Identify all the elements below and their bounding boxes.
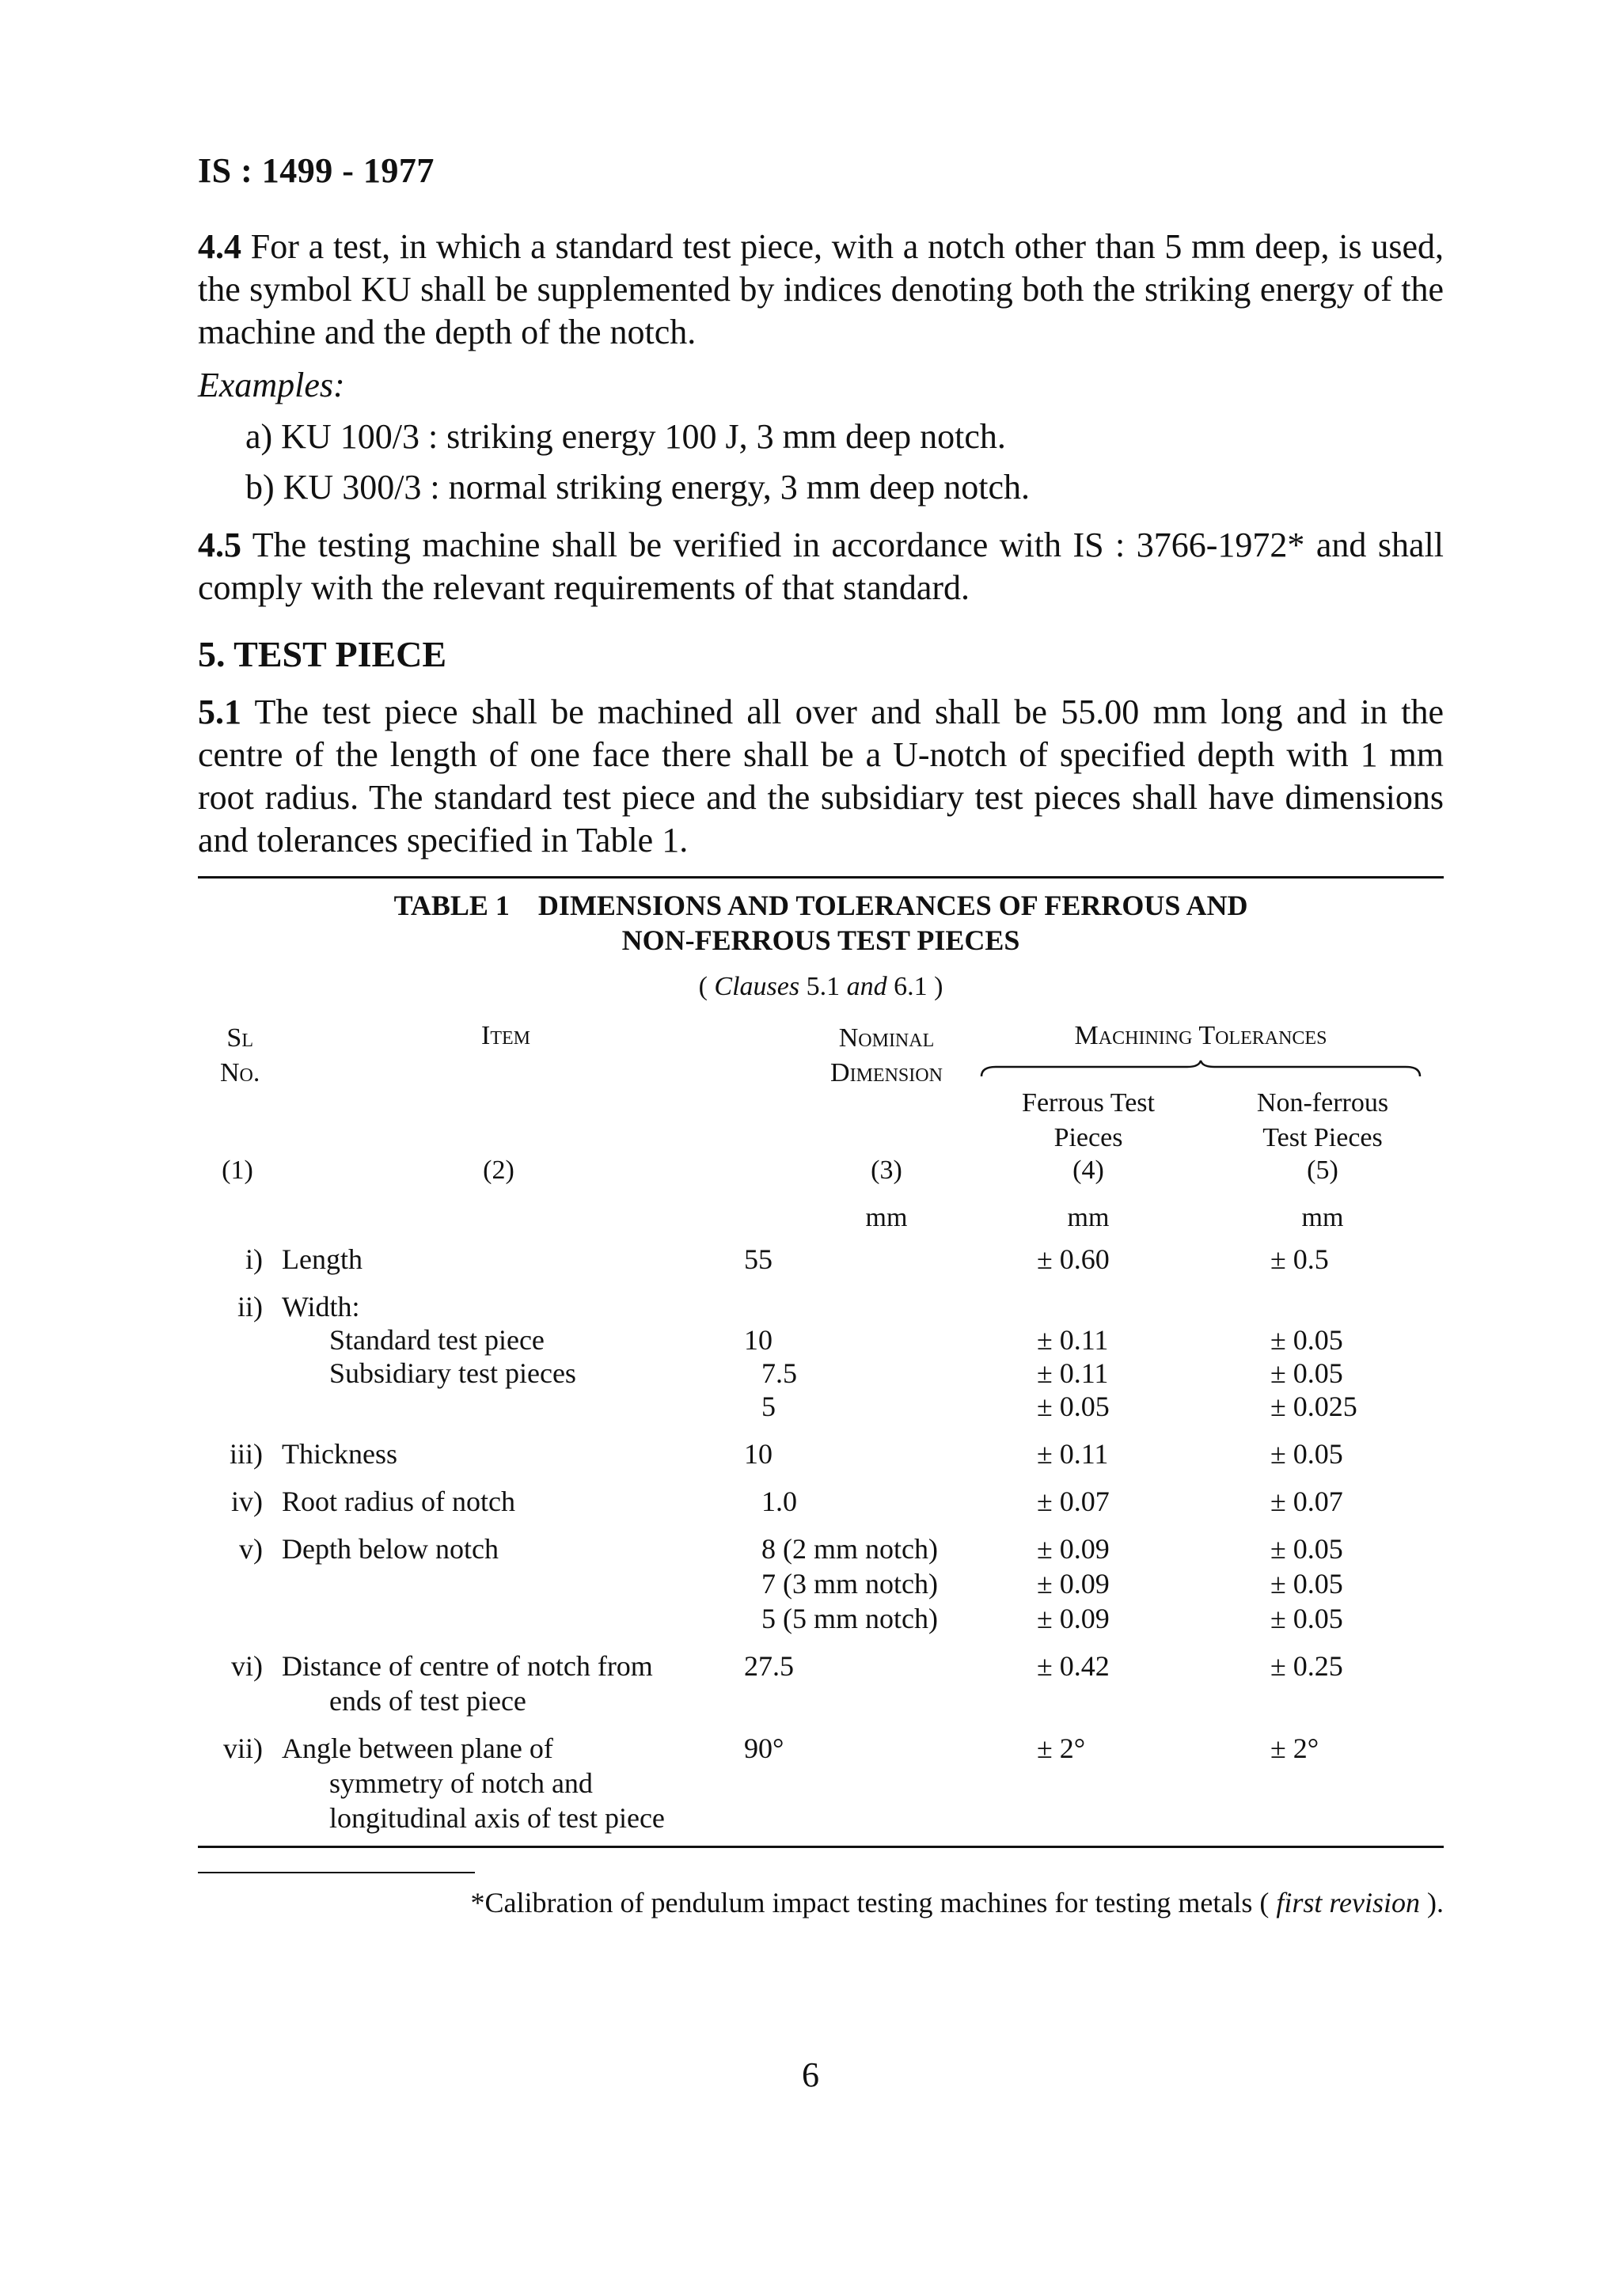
cell-ferrous: ± 0.09 <box>1037 1533 1110 1565</box>
clause-number: 4.4 <box>198 227 241 266</box>
cell-sl-no: i) <box>245 1243 263 1275</box>
header-ferrous-line2: Pieces <box>1053 1123 1123 1152</box>
cell-nominal: 10 <box>744 1438 773 1470</box>
clauses-word: Clauses <box>714 972 800 1001</box>
col-number: (5) <box>1307 1156 1338 1185</box>
cell-item: Root radius of notch <box>282 1486 515 1517</box>
header-nominal-line2: Dimension <box>830 1058 943 1087</box>
header-ferrous <box>997 1086 1179 1156</box>
page-content <box>198 150 1444 1919</box>
paragraph-text: For a test, in which a standard test piece, with a notch other than 5 mm deep, is used, the symbol KU shall be supplemented by indices denoting both the striking energy of the machine and the depth of the notch. <box>198 227 1444 351</box>
cell-sl-no: vi) <box>231 1650 263 1682</box>
cell-nonferrous: ± 0.05 <box>1270 1568 1343 1600</box>
example-a: a) KU 100/3 : striking energy 100 J, 3 mm deep notch. <box>245 417 1006 456</box>
header-sl-line1: Sl <box>226 1023 253 1053</box>
table-body <box>198 1243 1444 1846</box>
cell-nonferrous: ± 0.25 <box>1270 1650 1343 1682</box>
unit-ferrous: mm <box>1067 1203 1110 1232</box>
cell-nominal: 7.5 <box>761 1357 797 1389</box>
section-heading: 5. TEST PIECE <box>198 634 447 674</box>
header-item: Item <box>481 1021 530 1050</box>
header-sl-no <box>220 1021 260 1091</box>
cell-nonferrous: ± 0.05 <box>1270 1357 1343 1389</box>
table-row <box>198 1437 1444 1471</box>
header-machining-tolerances: Machining Tolerances <box>1074 1021 1327 1050</box>
footnote-text: *Calibration of pendulum impact testing machines for testing metals ( <box>470 1887 1277 1918</box>
table-row <box>198 1323 1444 1357</box>
cell-nonferrous: ± 0.5 <box>1270 1243 1329 1275</box>
unit-nonferrous: mm <box>1301 1203 1344 1232</box>
table-clauses <box>198 972 1444 1002</box>
table-row <box>198 1357 1444 1390</box>
cell-sl-no: v) <box>239 1533 263 1565</box>
cell-item: Distance of centre of notch from <box>282 1650 653 1682</box>
footnote-italic: first revision <box>1276 1887 1420 1918</box>
header-non-ferrous <box>1232 1086 1414 1156</box>
table-title-line-2: NON-FERROUS TEST PIECES <box>621 924 1020 956</box>
table-row <box>198 1602 1444 1635</box>
cell-nominal: 27.5 <box>744 1650 794 1682</box>
cell-item: ends of test piece <box>329 1685 526 1717</box>
col-number: (2) <box>483 1156 514 1185</box>
cell-nonferrous: ± 2° <box>1270 1732 1319 1764</box>
table-title <box>198 888 1444 958</box>
cell-nominal: 10 <box>744 1324 773 1356</box>
header-nominal-dimension <box>780 1021 993 1091</box>
cell-item: Depth below notch <box>282 1533 499 1565</box>
table-row <box>198 1801 1444 1835</box>
clause-number: 5.1 <box>198 693 241 731</box>
col-number: (3) <box>871 1156 902 1185</box>
cell-ferrous: ± 0.11 <box>1037 1438 1109 1470</box>
cell-ferrous: ± 0.60 <box>1037 1243 1110 1275</box>
cell-sl-no: iii) <box>230 1438 263 1470</box>
document-id: IS : 1499 - 1977 <box>198 151 435 190</box>
cell-nominal: 5 <box>761 1391 776 1422</box>
table-row <box>198 1243 1444 1276</box>
cell-ferrous: ± 0.05 <box>1037 1391 1110 1422</box>
header-nominal-line1: Nominal <box>838 1023 935 1053</box>
paragraph-text: The testing machine shall be verified in accordance with IS : 3766-1972* and shall comply with the relevant requirements of that standard. <box>198 526 1444 607</box>
cell-ferrous: ± 0.11 <box>1037 1357 1109 1389</box>
clauses-open: ( <box>698 972 715 1001</box>
unit-nominal: mm <box>865 1203 908 1232</box>
cell-ferrous: ± 0.09 <box>1037 1603 1110 1634</box>
cell-nominal: 7 (3 mm notch) <box>761 1568 938 1600</box>
cell-nonferrous: ± 0.05 <box>1270 1324 1343 1356</box>
table-row <box>198 1532 1444 1565</box>
cell-nonferrous: ± 0.025 <box>1270 1391 1357 1422</box>
cell-nominal: 1.0 <box>761 1486 797 1517</box>
example-b: b) KU 300/3 : normal striking energy, 3 mm deep notch. <box>245 468 1031 507</box>
cell-ferrous: ± 0.42 <box>1037 1650 1110 1682</box>
cell-nonferrous: ± 0.07 <box>1270 1486 1343 1517</box>
table-bottom-rule <box>198 1846 1444 1848</box>
cell-item: Length <box>282 1243 363 1275</box>
cell-item: longitudinal axis of test piece <box>329 1802 665 1834</box>
cell-sl-no: ii) <box>237 1291 263 1323</box>
cell-item: Subsidiary test pieces <box>329 1357 576 1389</box>
header-nonferrous-line2: Test Pieces <box>1262 1123 1383 1152</box>
cell-ferrous: ± 0.09 <box>1037 1568 1110 1600</box>
cell-item: Width: <box>282 1291 360 1323</box>
footnote-rule <box>198 1872 475 1873</box>
paragraph-5-1 <box>198 691 1444 862</box>
cell-nominal: 90° <box>744 1732 784 1764</box>
table-row <box>198 1567 1444 1600</box>
cell-sl-no: vii) <box>223 1732 263 1764</box>
clauses-close: 6.1 ) <box>886 972 943 1001</box>
cell-nonferrous: ± 0.05 <box>1270 1603 1343 1634</box>
table-row <box>198 1485 1444 1518</box>
footnote <box>198 1886 1444 1919</box>
cell-nonferrous: ± 0.05 <box>1270 1438 1343 1470</box>
examples-label: Examples: <box>198 366 345 404</box>
header-ferrous-line1: Ferrous Test <box>1022 1088 1155 1118</box>
col-number: (1) <box>222 1156 253 1185</box>
table-spacer <box>198 1835 1444 1846</box>
table-row <box>198 1767 1444 1800</box>
footnote-close: ). <box>1420 1887 1444 1918</box>
clause-number: 4.5 <box>198 526 241 564</box>
table-row <box>198 1732 1444 1765</box>
page-number: 6 <box>802 2055 819 2094</box>
paragraph-text: The test piece shall be machined all over and shall be 55.00 mm long and in the centre of the length of one face there shall be a U-notch of specified depth with 1 mm root radius. The standard test piece and the subsidiary test pieces shall have dimensions and tolerances specified in Table 1. <box>198 693 1444 860</box>
table-row <box>198 1649 1444 1683</box>
table-title-line-1: TABLE 1 DIMENSIONS AND TOLERANCES OF FERROUS AND <box>393 890 1248 921</box>
cell-ferrous: ± 2° <box>1037 1732 1086 1764</box>
paragraph-4-5 <box>198 524 1444 609</box>
brace-icon <box>980 1059 1422 1078</box>
paragraph-4-4 <box>198 226 1444 354</box>
clauses-and: and <box>846 972 887 1001</box>
units-row <box>198 1187 1444 1235</box>
table-row <box>198 1290 1444 1323</box>
table-row <box>198 1390 1444 1423</box>
header-sl-line2: No. <box>220 1058 260 1087</box>
clauses-mid: 5.1 <box>799 972 847 1001</box>
table-row <box>198 1684 1444 1717</box>
cell-item: Standard test piece <box>329 1324 545 1356</box>
cell-sl-no: iv) <box>231 1486 263 1517</box>
cell-nominal: 8 (2 mm notch) <box>761 1533 938 1565</box>
cell-nominal: 5 (5 mm notch) <box>761 1603 938 1634</box>
cell-ferrous: ± 0.07 <box>1037 1486 1110 1517</box>
header-nonferrous-line1: Non-ferrous <box>1256 1088 1389 1118</box>
cell-item: Thickness <box>282 1438 397 1470</box>
table-1 <box>198 888 1444 1848</box>
col-number: (4) <box>1072 1156 1104 1185</box>
cell-item: Angle between plane of <box>282 1732 553 1764</box>
cell-ferrous: ± 0.11 <box>1037 1324 1109 1356</box>
table-top-rule <box>198 876 1444 879</box>
cell-nonferrous: ± 0.05 <box>1270 1533 1343 1565</box>
cell-item: symmetry of notch and <box>329 1767 593 1799</box>
cell-nominal: 55 <box>744 1243 773 1275</box>
table-header <box>198 1021 1444 1187</box>
